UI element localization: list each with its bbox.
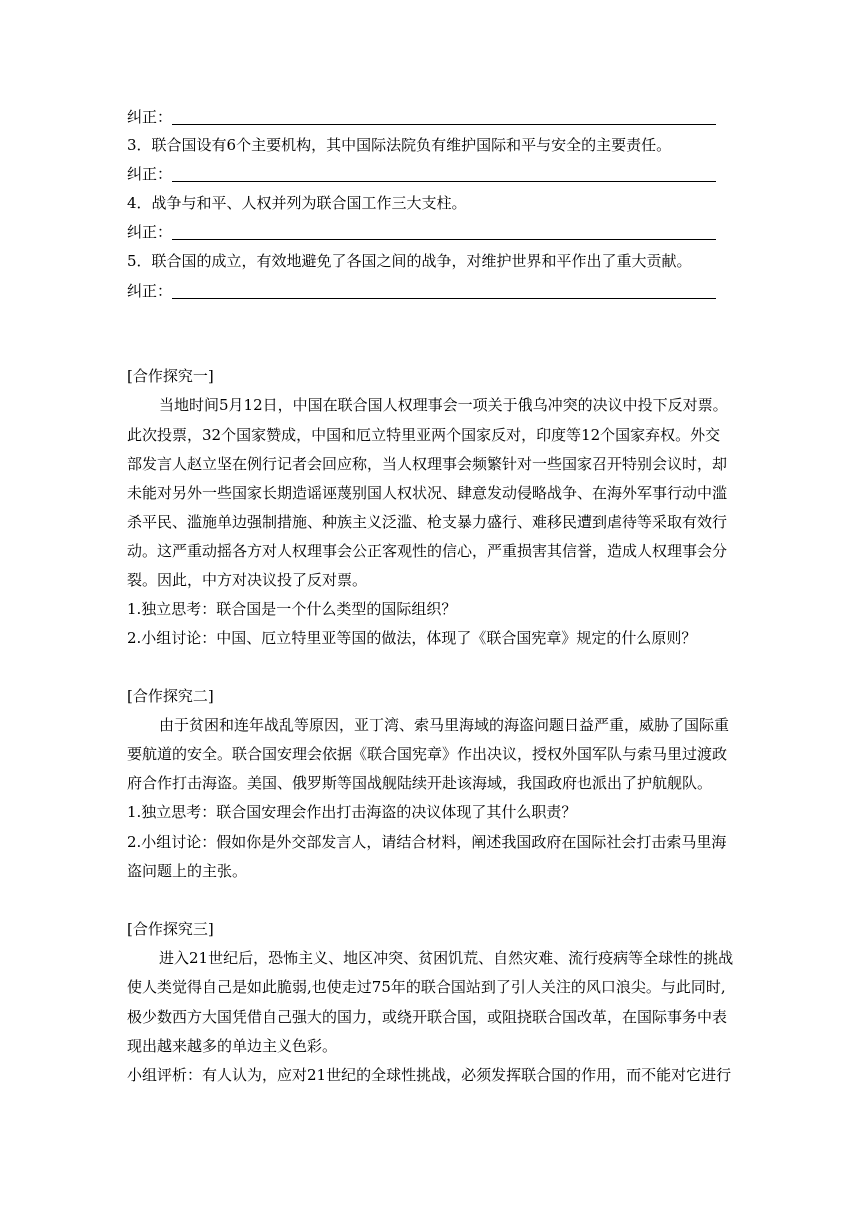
section-3-text-line: 极少数西方大国凭借自己强大的国力，或绕开联合国，或阻挠联合国改革，在国际事务中表	[127, 1008, 728, 1026]
statement-5: 5．联合国的成立，有效地避免了各国之间的战争，对维护世界和平作出了重大贡献。	[127, 252, 692, 270]
section-3-text-line: 使人类觉得自己是如此脆弱,也使走过75年的联合国站到了引人关注的风口浪尖。与此同时,	[127, 978, 726, 996]
correction-label: 纠正：	[127, 223, 173, 241]
section-1-text-line: 杀平民、滥施单边强制措施、种族主义泛滥、枪支暴力盛行、难移民遭到虐待等采取有效行	[127, 513, 728, 531]
section-1-title: [合作探究一]	[127, 367, 214, 385]
statement-3: 3．联合国设有6个主要机构，其中国际法院负有维护国际和平与安全的主要责任。	[127, 136, 672, 154]
section-1-text-line: 裂。因此，中方对决议投了反对票。	[127, 571, 368, 589]
correction-line-3	[127, 164, 737, 184]
section-2-question-1: 1.独立思考：联合国安理会作出打击海盗的决议体现了其什么职责？	[127, 803, 577, 821]
section-1-question-1: 1.独立思考：联合国是一个什么类型的国际组织？	[127, 600, 457, 618]
answer-blank[interactable]	[172, 223, 716, 240]
correction-label: 纠正：	[127, 282, 173, 300]
section-1-text-line: 部发言人赵立坚在例行记者会回应称，当人权理事会频繁针对一些国家召开特别会议时，却	[127, 455, 728, 473]
correction-line-4	[127, 222, 737, 242]
correction-line-1	[127, 107, 737, 127]
correction-line-5	[127, 281, 737, 301]
section-2-text-line: 要航道的安全。联合国安理会依据《联合国宪章》作出决议，授权外国军队与索马里过渡政	[127, 745, 728, 763]
section-2-text-line: 由于贫困和连年战乱等原因，亚丁湾、索马里海域的海盗问题日益严重，威胁了国际重	[159, 716, 730, 734]
section-1-text-line: 动。这严重动摇各方对人权理事会公正客观性的信心，严重损害其信誉，造成人权理事会分	[127, 542, 728, 560]
section-3-question-1: 小组评析：有人认为，应对21世纪的全球性挑战，必须发挥联合国的作用，而不能对它进行	[127, 1066, 732, 1084]
section-1-question-2: 2.小组讨论：中国、厄立特里亚等国的做法，体现了《联合国宪章》规定的什么原则？	[127, 629, 697, 647]
correction-label: 纠正：	[127, 165, 173, 183]
section-3-text-line: 现出越来越多的单边主义色彩。	[127, 1037, 338, 1055]
section-2-text-line: 府合作打击海盗。美国、俄罗斯等国战舰陆续开赴该海域，我国政府也派出了护航舰队。	[127, 774, 713, 792]
section-3-title: [合作探究三]	[127, 920, 214, 938]
section-3-text-line: 进入21世纪后，恐怖主义、地区冲突、贫困饥荒、自然灾难、流行疫病等全球性的挑战	[159, 949, 734, 967]
section-2-question-2-cont: 盗问题上的主张。	[127, 862, 248, 880]
correction-label: 纠正：	[127, 108, 173, 126]
section-2-question-2: 2.小组讨论：假如你是外交部发言人，请结合材料，阐述我国政府在国际社会打击索马里海	[127, 833, 727, 851]
answer-blank[interactable]	[172, 165, 716, 182]
answer-blank[interactable]	[172, 108, 716, 125]
statement-4: 4．战争与和平、人权并列为联合国工作三大支柱。	[127, 194, 467, 212]
section-1-text-line: 此次投票，32个国家赞成，中国和厄立特里亚两个国家反对，印度等12个国家弃权。外交	[127, 426, 721, 444]
section-1-text-line: 未能对另外一些国家长期造谣诬蔑别国人权状况、肆意发动侵略战争、在海外军事行动中滥	[127, 484, 728, 502]
section-1-text-line: 当地时间5月12日，中国在联合国人权理事会一项关于俄乌冲突的决议中投下反对票。	[159, 396, 728, 414]
answer-blank[interactable]	[172, 282, 716, 299]
section-2-title: [合作探究二]	[127, 687, 214, 705]
